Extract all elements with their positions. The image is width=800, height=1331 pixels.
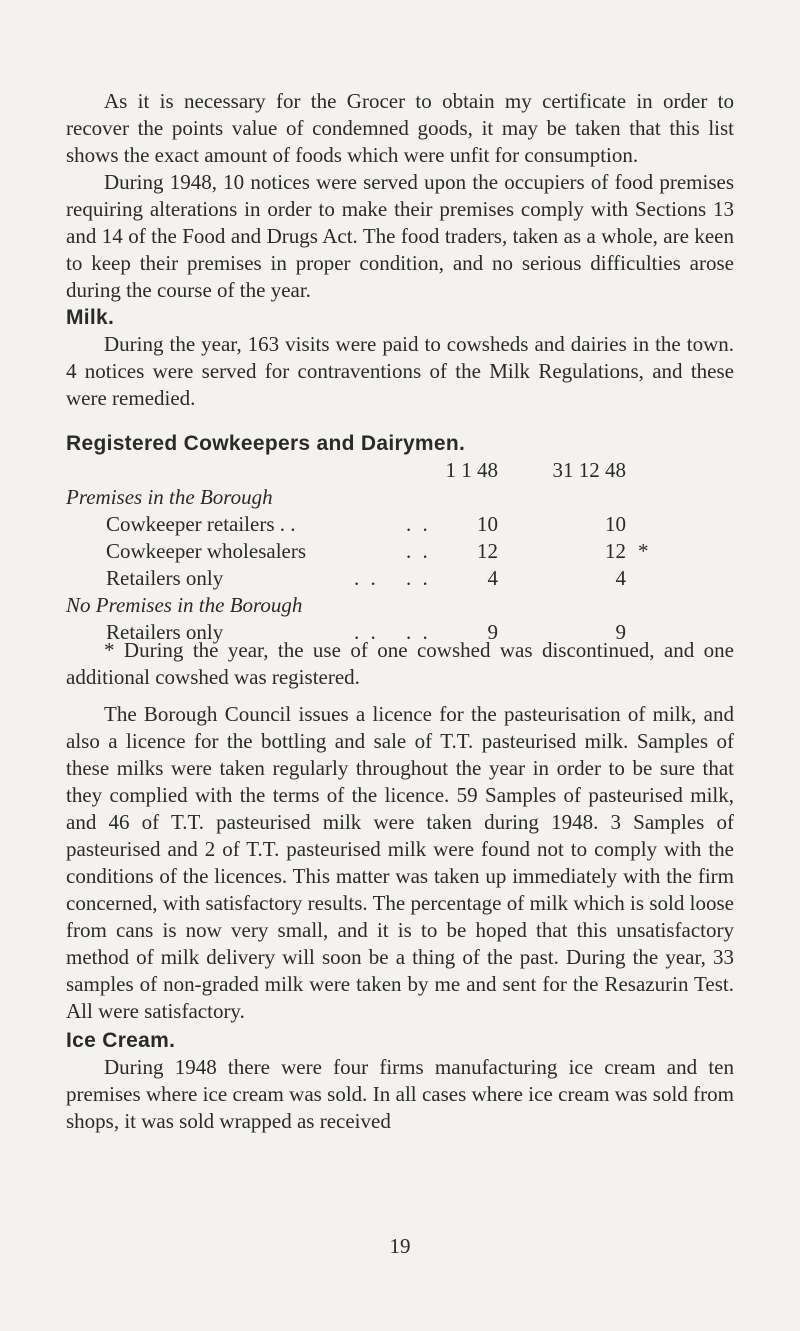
row-value-end: 10 <box>605 512 626 536</box>
row-label: Cowkeeper wholesalers <box>106 539 307 563</box>
table-row <box>66 511 734 538</box>
section-heading-row <box>66 484 734 511</box>
row-label: Retailers only <box>106 620 224 644</box>
column-header-end: 31 12 48 <box>552 458 626 482</box>
row-leader-dots: . . <box>406 566 431 590</box>
table-row <box>66 538 734 565</box>
table-row <box>66 565 734 592</box>
table-heading: Registered Cowkeepers and Dairymen. <box>66 432 466 455</box>
table-row <box>66 619 734 646</box>
document-page <box>66 88 734 1135</box>
section-premises-in-borough: Premises in the Borough <box>66 485 273 509</box>
table-header-row <box>66 457 734 484</box>
intro-paragraph-2: During 1948, 10 notices were served upon the occupiers of food premises requiring alterations in order to make their premises comply with Sections 13 and 14 of the Food and Drugs Act. The food traders, taken as a whole, are keen to keep their premises in proper condition, and no serious difficulties arose during the course of the year. <box>66 170 734 302</box>
row-leader-dots: . . <box>354 566 379 590</box>
row-leader-dots: . . <box>406 512 431 536</box>
row-value-start: 10 <box>477 512 498 536</box>
row-label: Cowkeeper retailers . . <box>106 512 296 536</box>
section-no-premises-in-borough: No Premises in the Borough <box>66 593 303 617</box>
cowkeepers-table <box>66 457 734 643</box>
page-number: 19 <box>389 1234 411 1258</box>
milk-paragraph: During the year, 163 visits were paid to cowsheds and dairies in the town. 4 notices were served for contraventions of the Milk Regulations, and these were remedied. <box>66 332 734 410</box>
table-footnote: * During the year, the use of one cowshed was discontinued, and one additional cowshed was registered. <box>66 638 734 689</box>
footnote-marker: * <box>638 539 649 563</box>
row-value-end: 4 <box>615 566 626 590</box>
row-leader-dots: . . <box>406 539 431 563</box>
milk-heading: Milk. <box>66 306 115 329</box>
column-header-start: 1 1 48 <box>445 458 498 482</box>
ice-cream-heading: Ice Cream. <box>66 1029 176 1052</box>
intro-paragraph-1: As it is necessary for the Grocer to obtain my certificate in order to recover the points value of condemned goods, it may be taken that this list shows the exact amount of foods which were unfit for consumption. <box>66 89 734 167</box>
row-leader-dots: . . <box>406 620 431 644</box>
row-value-end: 9 <box>615 620 626 644</box>
ice-cream-paragraph: During 1948 there were four firms manufacturing ice cream and ten premises where ice cream was sold. In all cases where ice cream was sold from shops, it was sold wrapped as received <box>66 1055 734 1133</box>
row-label: Retailers only <box>106 566 224 590</box>
row-value-end: 12 <box>605 539 626 563</box>
pasteurisation-paragraph: The Borough Council issues a licence for the pasteurisation of milk, and also a licence for the bottling and sale of T.T. pasteurised milk. Samples of these milks were taken regularly throughout the year in order to be sure that they complied with the terms of the licence. 59 Samples of pasteurised milk, and 46 of T.T. pasteurised milk were taken during 1948. 3 Samples of pasteurised and 2 of T.T. pasteurised milk were found not to comply with the conditions of the licences. This matter was taken up immediately with the firm concerned, with satisfactory results. The percentage of milk which is sold loose from cans is now very small, and it is to be hoped that this unsatisfactory method of milk delivery will soon be a thing of the past. During the year, 33 samples of non-graded milk were taken by me and sent for the Resazurin Test. All were satisfactory. <box>66 702 734 1023</box>
row-value-start: 12 <box>477 539 498 563</box>
row-value-start: 4 <box>487 566 498 590</box>
section-heading-row <box>66 592 734 619</box>
row-value-start: 9 <box>487 620 498 644</box>
row-leader-dots: . . <box>354 620 379 644</box>
